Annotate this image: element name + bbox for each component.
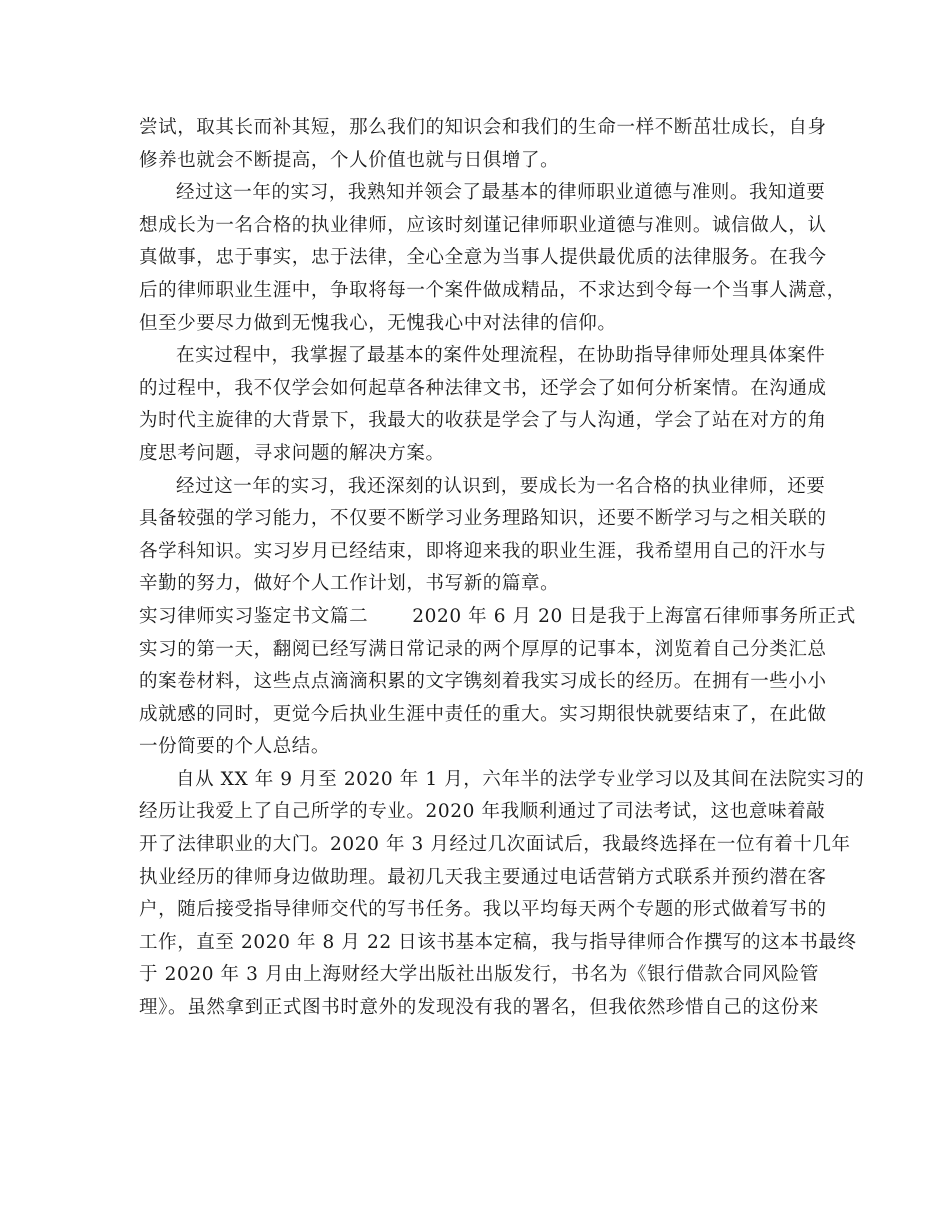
paragraph-start-line: 自从 XX 年 9 月至 2020 年 1 月，六年半的法学专业学习以及其间在法院实习的 bbox=[176, 768, 865, 790]
section-title: 实习律师实习鉴定书文篇二 bbox=[139, 605, 369, 627]
text-line: 于 2020 年 3 月由上海财经大学出版社出版发行，书名为《银行借款合同风险管 bbox=[139, 964, 819, 986]
text-line: 为时代主旋律的大背景下，我最大的收获是学会了与人沟通，学会了站在对方的角 bbox=[139, 410, 827, 432]
text-line: 的案卷材料，这些点点滴滴积累的文字镌刻着我实习成长的经历。在拥有一些小小 bbox=[139, 671, 827, 693]
text-line: 的过程中，我不仅学会如何起草各种法律文书，还学会了如何分析案情。在沟通成 bbox=[139, 377, 827, 399]
paragraph-start-line: 经过这一年的实习，我还深刻的认识到，要成长为一名合格的执业律师，还要 bbox=[176, 475, 826, 497]
text-line: 想成长为一名合格的执业律师，应该时刻谨记律师职业道德与准则。诚信做人，认 bbox=[139, 214, 827, 236]
text-line: 真做事，忠于事实，忠于法律，全心全意为当事人提供最优质的法律服务。在我今 bbox=[139, 247, 827, 269]
text-line: 修养也就会不断提高，个人价值也就与日俱增了。 bbox=[139, 149, 560, 171]
text-line: 一份简要的个人总结。 bbox=[139, 736, 331, 758]
text-line: 经历让我爱上了自己所学的专业。2020 年我顺利通过了司法考试，这也意味着敲 bbox=[139, 801, 826, 823]
section-first-sentence: 2020 年 6 月 20 日是我于上海富石律师事务所正式 bbox=[412, 605, 856, 627]
text-line: 具备较强的学习能力，不仅要不断学习业务理路知识，还要不断学习与之相关联的 bbox=[139, 508, 827, 530]
section-heading-line bbox=[139, 601, 856, 634]
text-line: 后的律师职业生涯中，争取将每一个案件做成精品，不求达到令每一个当事人满意， bbox=[139, 279, 846, 301]
text-line: 度思考问题，寻求问题的解决方案。 bbox=[139, 442, 445, 464]
paragraph-start-line: 在实过程中，我掌握了最基本的案件处理流程，在协助指导律师处理具体案件 bbox=[176, 345, 826, 367]
text-line: 但至少要尽力做到无愧我心，无愧我心中对法律的信仰。 bbox=[139, 312, 617, 334]
paragraph-start-line: 经过这一年的实习，我熟知并领会了最基本的律师职业道德与准则。我知道要 bbox=[176, 182, 826, 204]
text-line: 各学科知识。实习岁月已经结束，即将迎来我的职业生涯，我希望用自己的汗水与 bbox=[139, 540, 827, 562]
text-line: 成就感的同时，更觉今后执业生涯中责任的重大。实习期很快就要结束了，在此做 bbox=[139, 703, 827, 725]
text-line: 尝试，取其长而补其短，那么我们的知识会和我们的生命一样不断茁壮成长，自身 bbox=[139, 117, 827, 138]
text-line: 执业经历的律师身边做助理。最初几天我主要通过电话营销方式联系并预约潜在客 bbox=[139, 866, 827, 888]
text-line: 户，随后接受指导律师交代的写书任务。我以平均每天两个专题的形式做着写书的 bbox=[139, 899, 827, 921]
text-line: 实习的第一天，翻阅已经写满日常记录的两个厚厚的记事本，浏览着自己分类汇总 bbox=[139, 638, 827, 660]
text-line: 理》。虽然拿到正式图书时意外的发现没有我的署名，但我依然珍惜自己的这份来 bbox=[139, 997, 819, 1019]
text-line: 开了法律职业的大门。2020 年 3 月经过几次面试后，我最终选择在一位有着十几年 bbox=[139, 834, 851, 856]
text-line: 辛勤的努力，做好个人工作计划，书写新的篇章。 bbox=[139, 573, 560, 595]
text-line: 工作，直至 2020 年 8 月 22 日该书基本定稿，我与指导律师合作撰写的这本书最终 bbox=[139, 931, 857, 953]
document-page bbox=[139, 112, 865, 1025]
